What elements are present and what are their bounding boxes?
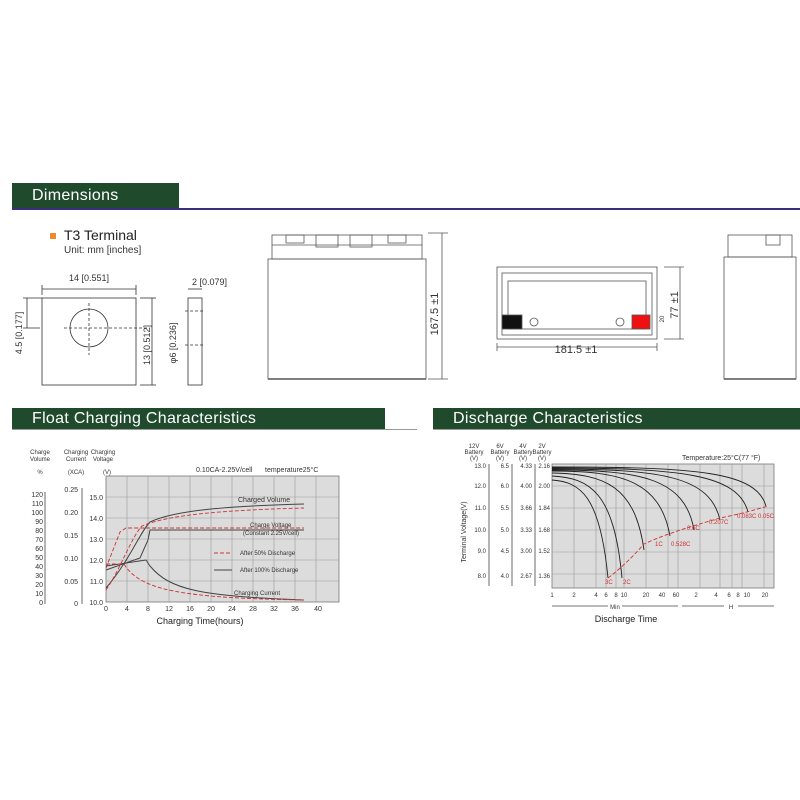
v6-65: 6.5 [500, 464, 509, 470]
dx-2: 2 [572, 593, 576, 599]
axis3-tick-140: 14.0 [89, 516, 103, 523]
float-charging-header [12, 408, 384, 430]
rate-005c: 0.05C [758, 514, 775, 520]
col2-2: Battery [532, 450, 552, 456]
axis2-tick-010: 0.10 [64, 556, 78, 563]
col4-3: (V) [519, 456, 527, 462]
terminal-unit: Unit: mm [inches] [64, 245, 142, 256]
v12-100: 10.0 [474, 528, 486, 534]
x-tick-8: 8 [146, 606, 150, 613]
axis1-tick-70: 70 [35, 537, 43, 544]
x-tick-0: 0 [104, 606, 108, 613]
v12-120: 12.0 [474, 484, 486, 490]
col12-2: Battery [464, 450, 484, 456]
rate-3c: 3C [605, 580, 613, 586]
dx-10: 10 [620, 593, 628, 599]
terminal-height-label: 13 [0.512] [142, 324, 152, 366]
rate-0083c: 0.083C [737, 514, 757, 520]
terminal-side-view [185, 289, 205, 385]
v6-45: 4.5 [500, 549, 509, 555]
axis1-tick-40: 40 [35, 564, 43, 571]
dx-8h: 8 [736, 593, 740, 599]
axis1-tick-100: 100 [31, 510, 43, 517]
rate-0528c: 0.528C [671, 542, 691, 548]
axis1-unit: % [37, 470, 43, 476]
v6-40: 4.0 [500, 574, 509, 580]
v12-80: 8.0 [477, 574, 486, 580]
axis1-tick-110: 110 [31, 501, 43, 508]
dx-10h: 10 [743, 593, 751, 599]
col12-1: 12V [468, 444, 480, 450]
col6-1: 6V [496, 444, 504, 450]
v2-136: 1.36 [538, 574, 550, 580]
axis2-unit: (XCA) [67, 470, 85, 476]
v4-433: 4.33 [520, 464, 532, 470]
bullet-icon [50, 233, 56, 239]
terminal-thickness-label: 2 [0.079] [192, 277, 228, 287]
axis3-title-1: Charging [90, 450, 116, 456]
dx-6: 6 [604, 593, 608, 599]
charged-volume-label: Charged Volume [238, 497, 291, 504]
dx-4h: 4 [714, 593, 718, 599]
col6-2: Battery [490, 450, 510, 456]
col4-2: Battery [513, 450, 533, 456]
axis1-tick-120: 120 [31, 492, 43, 499]
discharge-rule [433, 429, 800, 430]
axis2-tick-0: 0 [74, 601, 78, 608]
rate-0207c: 0.207C [709, 520, 729, 526]
terminal-hole-label: φ6 [0.236] [168, 322, 178, 364]
axis3-title-2: Voltage [92, 457, 114, 463]
dimensions-header [12, 183, 178, 209]
axis2-tick-020: 0.20 [64, 510, 78, 517]
x-tick-4: 4 [125, 606, 129, 613]
float-rule [12, 429, 417, 430]
v4-400: 4.00 [520, 484, 532, 490]
dimensions-drawings [0, 215, 800, 390]
axis2-tick-005: 0.05 [64, 579, 78, 586]
battery-width-label: 77 ±1 [669, 291, 681, 319]
axis3-tick-150: 15.0 [89, 495, 103, 502]
rate-2c: 2C [623, 580, 631, 586]
axis3-unit: (V) [103, 470, 111, 476]
v6-60: 6.0 [500, 484, 509, 490]
battery-length-label: 181.5 ±1 [554, 344, 598, 356]
float-charging-chart [0, 440, 420, 640]
unit-min: Min [610, 605, 620, 611]
dx-2h: 2 [694, 593, 698, 599]
terminal-title: T3 Terminal [64, 227, 137, 243]
dimensions-title: Dimensions [32, 187, 119, 204]
discharge-x-label: Discharge Time [594, 614, 658, 624]
dx-1: 1 [550, 593, 554, 599]
condition-label: 0.10CA-2.25V/cell [196, 467, 253, 474]
v6-55: 5.5 [500, 506, 509, 512]
v4-267: 2.67 [520, 574, 532, 580]
axis1-title-2: Volume [29, 457, 51, 463]
x-tick-20: 20 [207, 606, 215, 613]
v2-168: 1.68 [538, 528, 550, 534]
v12-90: 9.0 [477, 549, 486, 555]
axis1-tick-20: 20 [35, 582, 43, 589]
axis1-tick-50: 50 [35, 555, 43, 562]
rate-1c: 1C [655, 542, 663, 548]
v2-152: 1.52 [538, 549, 550, 555]
charge-voltage-label: Charge Voltage [250, 523, 292, 529]
terminal-front-view [23, 285, 156, 385]
axis3-tick-100: 10.0 [89, 600, 103, 607]
v4-366: 3.66 [520, 506, 532, 512]
discharge-scales [489, 464, 535, 586]
v4-333: 3.33 [520, 528, 532, 534]
battery-height-label: 167.5 ±1 [429, 292, 441, 336]
dx-60: 60 [672, 593, 680, 599]
legend-100-label: After 100% Discharge [240, 568, 299, 574]
discharge-plot-area [552, 464, 774, 588]
x-tick-28: 28 [249, 606, 257, 613]
axis1-tick-80: 80 [35, 528, 43, 535]
axis1-tick-30: 30 [35, 573, 43, 580]
unit-hr: H [728, 605, 734, 611]
discharge-y-label: Terminal Voltage(V) [461, 501, 468, 563]
axis3-tick-110: 11.0 [89, 579, 103, 586]
discharge-header [433, 408, 800, 430]
col2-1: 2V [538, 444, 546, 450]
dx-20: 20 [642, 593, 650, 599]
col2-3: (V) [538, 456, 546, 462]
dx-40: 40 [658, 593, 666, 599]
dimensions-rule [12, 208, 800, 210]
axis1-title-1: Charge [30, 450, 50, 456]
discharge-chart [420, 440, 800, 640]
col6-3: (V) [496, 456, 504, 462]
terminal-offset-label: 4.5 [0.177] [14, 311, 24, 355]
axis3-tick-120: 12.0 [89, 558, 103, 565]
dx-6h: 6 [727, 593, 731, 599]
axis1-tick-0: 0 [39, 600, 43, 607]
x-tick-40: 40 [314, 606, 322, 613]
float-x-label: Charging Time(hours) [156, 616, 244, 626]
axis2-tick-015: 0.15 [64, 533, 78, 540]
charging-current-label: Charging Current [234, 591, 281, 597]
battery-front-view [268, 233, 448, 379]
dx-20h: 20 [761, 593, 769, 599]
float-charging-title: Float Charging Characteristics [32, 410, 257, 427]
discharge-temperature: Temperature:25°C(77 °F) [682, 455, 761, 462]
terminal-small-label: 20 [660, 315, 666, 323]
axis2-title-2: Current [65, 457, 87, 463]
v12-130: 13.0 [474, 464, 486, 470]
axis1-tick-60: 60 [35, 546, 43, 553]
x-tick-16: 16 [186, 606, 194, 613]
axis1-tick-90: 90 [35, 519, 43, 526]
x-tick-24: 24 [228, 606, 236, 613]
v6-50: 5.0 [500, 528, 509, 534]
v4-300: 3.00 [520, 549, 532, 555]
axis2-tick-025: 0.25 [64, 487, 78, 494]
axis1-tick-10: 10 [35, 591, 43, 598]
col4-1: 4V [519, 444, 527, 450]
axis2-title-1: Charging [63, 450, 89, 456]
v12-110: 11.0 [474, 506, 486, 512]
temperature-label: temperature25°C [265, 467, 319, 474]
v2-200: 2.00 [538, 484, 550, 490]
terminal-width-label: 14 [0.551] [68, 273, 110, 283]
legend-50-label: After 50% Discharge [240, 551, 296, 557]
v2-184: 1.84 [538, 506, 550, 512]
x-tick-12: 12 [165, 606, 173, 613]
battery-side-view [724, 235, 796, 379]
axis3-tick-130: 13.0 [89, 537, 103, 544]
x-tick-36: 36 [291, 606, 299, 613]
rate-06c: 0.6C [687, 526, 700, 532]
dx-4: 4 [594, 593, 598, 599]
v2-216: 2.16 [538, 464, 550, 470]
battery-top-view [497, 267, 684, 351]
constant-voltage-label: (Constant 2.25V/cell) [243, 531, 300, 537]
discharge-title: Discharge Characteristics [453, 410, 643, 427]
dx-8: 8 [614, 593, 618, 599]
col12-3: (V) [470, 456, 478, 462]
x-tick-32: 32 [270, 606, 278, 613]
